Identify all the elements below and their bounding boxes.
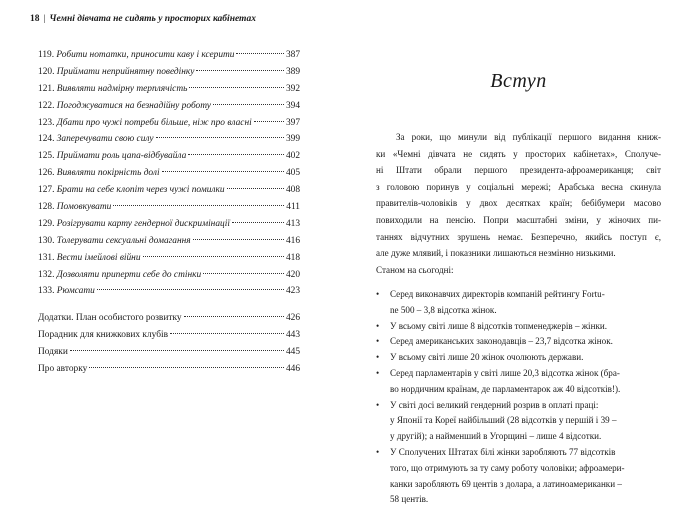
page-number: 18 [30, 14, 40, 24]
toc-dot-leader [227, 188, 284, 189]
toc-chapter-title: Виявляти покірність долі [56, 168, 160, 179]
toc-chapter-row[interactable] [38, 115, 300, 132]
bullet-dot-icon: • [376, 352, 380, 363]
toc-page-number: 445 [285, 347, 300, 358]
toc-page-number: 423 [285, 286, 300, 297]
toc-chapter-number: 126. [38, 168, 55, 179]
toc-page-number: 420 [285, 269, 300, 280]
bullet-line: Серед американських законодавців – 23,7 відсотка жінок. [390, 336, 613, 347]
toc-chapter-title: Робити нотатки, приносити каву і ксерити [56, 50, 235, 60]
header-separator: | [43, 14, 46, 24]
toc-page-number: 394 [285, 100, 300, 111]
paragraph-line: таннях відчутних зрушень немає. Безперечно, якийсь поступ є, [376, 231, 661, 242]
bullet-line: У всьому світі лише 20 жінок очолюють держави. [390, 352, 584, 363]
bullet-line: У світі досі великий гендерний розрив в оплаті праці: [390, 399, 599, 410]
paragraph-line: Станом на сьогодні: [376, 264, 454, 275]
toc-chapter-title: Виявляти надмірну терплячість [56, 83, 188, 94]
toc-chapter-number: 125. [38, 151, 55, 162]
toc-dot-leader [236, 53, 283, 54]
toc-appendix-row[interactable] [38, 361, 300, 378]
bullet-item [376, 334, 666, 350]
toc-chapter-title: Дозволяти приперти себе до стінки [56, 269, 202, 280]
toc-appendix-row[interactable] [38, 344, 300, 361]
toc-dot-leader [189, 87, 284, 88]
toc-page-number: 402 [285, 151, 300, 162]
toc-chapter-title: Брати на себе клопіт через чужі помилки [56, 185, 225, 196]
toc-chapter-title: Розігрувати карту гендерної дискримінації [56, 218, 230, 229]
toc-chapter-row[interactable] [38, 131, 300, 148]
toc-dot-leader [193, 239, 284, 240]
bullet-item [376, 445, 666, 508]
bullet-line: того, що отримують за ту саму роботу чоловіки; афроамери- [390, 462, 625, 473]
bullet-line: 58 центів. [390, 494, 429, 505]
bullet-dot-icon: • [376, 320, 380, 331]
chapter-title: Вступ [490, 70, 547, 92]
paragraph-line: ні Штати обрали першого президента-афроамериканця; світ [376, 165, 661, 176]
bullet-item [376, 398, 666, 445]
toc-dot-leader [232, 222, 284, 223]
toc-chapter-row[interactable] [38, 64, 300, 81]
toc-chapter-row[interactable] [38, 199, 300, 216]
bullet-item [376, 319, 666, 335]
toc-chapter-title: Помовкувати [56, 202, 112, 213]
bullet-dot-icon: • [376, 367, 380, 378]
toc-chapter-row[interactable] [38, 165, 300, 182]
bullet-dot-icon: • [376, 399, 380, 410]
toc-chapter-number: 128. [38, 202, 55, 213]
toc-chapter-row[interactable] [38, 283, 300, 300]
toc-chapter-row[interactable] [38, 98, 300, 115]
toc-dot-leader [203, 273, 284, 274]
toc-appendix-row[interactable] [38, 327, 300, 344]
toc-chapter-number: 127. [38, 185, 55, 196]
toc-appendix-title: Подяки [38, 347, 68, 358]
running-title: Чемні дівчата не сидять у просторих кабінетах [49, 14, 256, 24]
toc-page-number: 389 [285, 66, 300, 77]
toc-dot-leader [143, 256, 284, 257]
toc-page-number: 416 [285, 235, 300, 246]
paragraph-line: За роки, що минули від публікації першого видання книж- [396, 132, 661, 142]
toc-dot-leader [97, 289, 284, 290]
toc-page-number: 411 [286, 202, 300, 213]
toc-chapter-number: 121. [38, 83, 55, 94]
bullet-item [376, 366, 666, 398]
toc-page-number: 405 [285, 168, 300, 179]
statistics-list [376, 287, 666, 508]
toc-chapter-number: 131. [38, 252, 55, 263]
bullet-item [376, 287, 666, 319]
toc-spacer [38, 300, 300, 310]
toc-dot-leader [162, 171, 284, 172]
toc-page-number: 413 [285, 218, 300, 229]
toc-chapter-title: Заперечувати свою силу [56, 134, 154, 145]
toc-chapter-number: 132. [38, 269, 55, 280]
paragraph-line: повиходили на пенсію. Попри масштабні зміни, у жіночих пи- [376, 214, 661, 225]
bullet-line: Серед парламентарів у світі лише 20,3 відсотка жінок (бра- [390, 367, 620, 378]
toc-chapter-row[interactable] [38, 81, 300, 98]
toc-page-number: 426 [285, 313, 300, 324]
table-of-contents [38, 47, 300, 378]
toc-chapter-title: Приймати неприйнятну поведінку [56, 66, 195, 77]
toc-page-number: 446 [285, 364, 300, 375]
toc-chapter-number: 129. [38, 218, 55, 229]
toc-page-number: 387 [285, 50, 300, 60]
paragraph-line: але дуже млявий, і показники лишаються незмінно низькими. [376, 248, 616, 259]
bullet-item [376, 350, 666, 366]
toc-chapter-title: Вести імейлові війни [56, 252, 141, 263]
toc-dot-leader [170, 333, 284, 334]
toc-page-number: 392 [285, 83, 300, 94]
toc-chapter-title: Погоджуватися на безнадійну роботу [56, 100, 211, 111]
toc-page-number: 418 [285, 252, 300, 263]
toc-chapter-row[interactable] [38, 267, 300, 284]
bullet-line: Серед виконавчих директорів компаній рейтингу Fortu- [390, 289, 605, 299]
toc-chapter-number: 123. [38, 117, 55, 128]
toc-page-number: 443 [285, 330, 300, 341]
toc-page-number: 397 [285, 117, 300, 128]
toc-dot-leader [254, 121, 284, 122]
toc-chapter-title: Приймати роль цапа-відбувайла [56, 151, 187, 162]
toc-chapter-row[interactable] [38, 250, 300, 267]
bullet-line: У всьому світі лише 8 відсотків топменеджерів – жінки. [390, 320, 608, 331]
toc-chapter-row[interactable] [38, 148, 300, 165]
page-header [30, 14, 256, 24]
toc-dot-leader [188, 154, 284, 155]
toc-chapter-title: Дбати про чужі потреби більше, ніж про власні [56, 117, 252, 128]
toc-dot-leader [156, 137, 284, 138]
paragraph-line: правителів-чоловіків у двох десятках країн; бебібумери масово [376, 198, 661, 209]
paragraph-line: з головою поринув у соціальні мережі; Арабська весна скинула [376, 181, 661, 192]
toc-chapter-number: 130. [38, 235, 55, 246]
toc-chapter-row[interactable] [38, 182, 300, 199]
bullet-line: во нордичним країнам, де парламентарок аж 40 відсотків!). [390, 383, 621, 394]
bullet-line: у Японії та Кореї найбільший (28 відсотків у першій і 39 – [390, 415, 617, 426]
bullet-line: канки заробляють 69 центів з долара, а латиноамериканки – [390, 478, 622, 489]
toc-chapter-row[interactable] [38, 216, 300, 233]
bullet-line: ne 500 – 3,8 відсотка жінок. [390, 304, 497, 315]
paragraph-line: ки «Чемні дівчата не сидять у просторих кабінетах», Сполуче- [376, 148, 661, 159]
toc-chapter-row[interactable] [38, 233, 300, 250]
toc-dot-leader [70, 350, 284, 351]
toc-chapter-number: 122. [38, 100, 55, 111]
toc-appendix-title: Про авторку [38, 364, 88, 375]
toc-page-number: 399 [285, 134, 300, 145]
toc-dot-leader [89, 367, 284, 368]
toc-dot-leader [196, 70, 283, 71]
toc-chapter-title: Рюмсати [56, 286, 95, 297]
bullet-dot-icon: • [376, 336, 380, 347]
toc-appendix-row[interactable] [38, 310, 300, 327]
toc-chapter-number: 124. [38, 134, 55, 145]
bullet-line: У Сполучених Штатах білі жінки заробляють 77 відсотків [390, 446, 616, 457]
toc-dot-leader [113, 205, 284, 206]
toc-chapter-number: 119. [38, 50, 55, 60]
bullet-dot-icon: • [376, 289, 380, 299]
intro-paragraph [376, 129, 661, 278]
toc-dot-leader [213, 104, 284, 105]
toc-chapter-row[interactable] [38, 47, 300, 64]
toc-chapter-number: 120. [38, 66, 55, 77]
bullet-line: у другій); а найменший в Угорщині – лише 4 відсотки. [390, 431, 602, 442]
toc-chapter-number: 133. [38, 286, 55, 297]
bullet-dot-icon: • [376, 446, 380, 457]
toc-page-number: 408 [285, 185, 300, 196]
toc-dot-leader [184, 316, 284, 317]
toc-appendix-title: Порадник для книжкових клубів [38, 330, 169, 341]
toc-appendix-title: Додатки. План особистого розвитку [38, 313, 182, 324]
toc-chapter-title: Толерувати сексуальні домагання [56, 235, 191, 246]
